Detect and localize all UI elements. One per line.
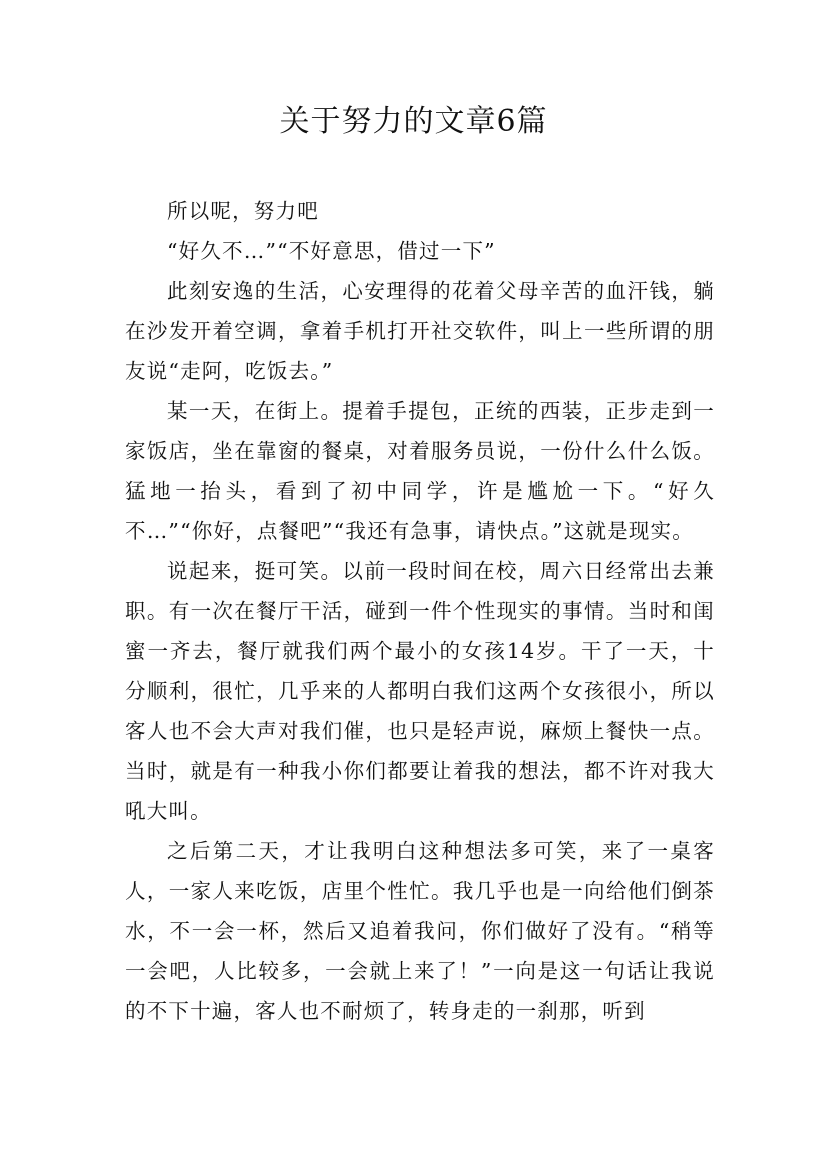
document-title: 关于努力的文章6篇 <box>279 104 548 139</box>
paragraph-3: 此刻安逸的生活，心安理得的花着父母辛苦的血汗钱，躺在沙发开着空调，拿着手机打开社交软件，叫上一些所谓的朋友说“走阿，吃饭去。” <box>125 279 715 383</box>
paragraph-4: 某一天，在街上。提着手提包，正统的西装，正步走到一家饭店，坐在靠窗的餐桌，对着服务员说，一份什么什么饭。猛地一抬头，看到了初中同学，许是尴尬一下。“好久不…”“你好，点餐吧”“我还有急事，请快点。”这就是现实。 <box>125 399 715 543</box>
paragraph-6: 之后第二天，才让我明白这种想法多可笑，来了一桌客人，一家人来吃饭，店里个性忙。我几乎也是一向给他们倒茶水，不一会一杯，然后又追着我问，你们做好了没有。“稍等一会吧，人比较多，一会就上来了！”一向是这一句话让我说的不下十遍，客人也不耐烦了，转身走的一刹那，听到 <box>125 839 715 1023</box>
document-body <box>125 191 715 1031</box>
paragraph-5: 说起来，挺可笑。以前一段时间在校，周六日经常出去兼职。有一次在餐厅干活，碰到一件个性现实的事情。当时和闺蜜一齐去，餐厅就我们两个最小的女孩14岁。干了一天，十分顺利，很忙，几乎来的人都明白我们这两个女孩很小，所以客人也不会大声对我们催，也只是轻声说，麻烦上餐快一点。当时，就是有一种我小你们都要让着我的想法，都不许对我大吼大叫。 <box>125 559 715 823</box>
paragraph-2: “好久不…”“不好意思，借过一下” <box>167 239 496 263</box>
paragraph-1: 所以呢，努力吧 <box>167 199 319 223</box>
